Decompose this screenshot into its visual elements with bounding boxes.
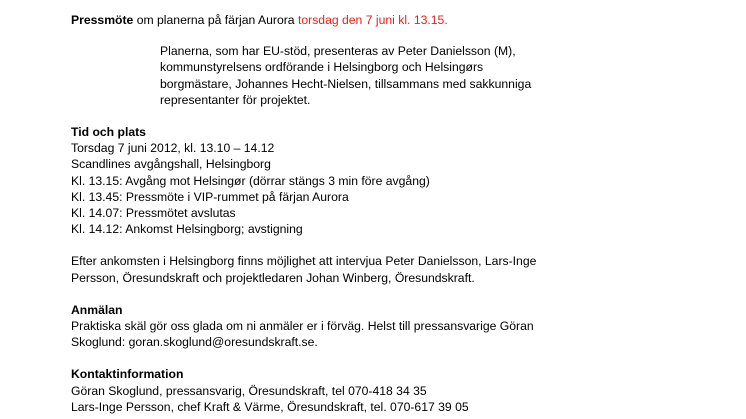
description-line: borgmästare, Johannes Hecht-Nielsen, tillsammans med sakkunniga bbox=[160, 76, 532, 91]
time-place-line: Kl. 13.45: Pressmöte i VIP-rummet på färjan Aurora bbox=[71, 189, 349, 204]
registration-heading: Anmälan bbox=[71, 302, 123, 317]
intro-bold-label: Pressmöte bbox=[71, 13, 134, 27]
time-place-section bbox=[71, 124, 711, 237]
intro-date-highlight: torsdag den 7 juni kl. 13.15. bbox=[297, 13, 448, 27]
description-block bbox=[160, 43, 711, 108]
time-place-line: Torsdag 7 juni 2012, kl. 13.10 – 14.12 bbox=[71, 141, 275, 156]
time-place-line: Kl. 14.07: Pressmötet avslutas bbox=[71, 206, 236, 221]
intro-text: om planerna på färjan Aurora bbox=[133, 13, 298, 27]
time-place-line: Kl. 14.12: Ankomst Helsingborg; avstigning bbox=[71, 222, 303, 237]
description-line: kommunstyrelsens ordförande i Helsingborg och Helsingørs bbox=[160, 60, 484, 75]
registration-line: Skoglund: goran.skoglund@oresundskraft.se. bbox=[71, 335, 318, 350]
time-place-heading: Tid och plats bbox=[71, 125, 146, 140]
time-place-line: Kl. 13.15: Avgång mot Helsingør (dörrar stängs 3 min före avgång) bbox=[71, 173, 430, 188]
after-line: Persson, Öresundskraft och projektledaren Johan Winberg, Öresundskraft. bbox=[71, 270, 475, 285]
after-line: Efter ankomsten i Helsingborg finns möjlighet att intervjua Peter Danielsson, Lars-Inge bbox=[71, 254, 537, 269]
document-page bbox=[71, 12, 711, 415]
after-section bbox=[71, 253, 711, 285]
contact-line: Lars-Inge Persson, chef Kraft & Värme, Öresundskraft, tel. 070-617 39 05 bbox=[71, 399, 469, 414]
contact-line: Göran Skoglund, pressansvarig, Öresundskraft, tel 070-418 34 35 bbox=[71, 383, 427, 398]
intro-line bbox=[71, 12, 711, 28]
registration-line: Praktiska skäl gör oss glada om ni anmäler er i förväg. Helst till pressansvarige Göran bbox=[71, 319, 534, 334]
registration-section bbox=[71, 302, 711, 351]
description-line: Planerna, som har EU-stöd, presenteras av Peter Danielsson (M), bbox=[160, 44, 516, 59]
contact-section bbox=[71, 366, 711, 415]
description-line: representanter för projektet. bbox=[160, 92, 311, 107]
contact-heading: Kontaktinformation bbox=[71, 367, 184, 382]
time-place-line: Scandlines avgångshall, Helsingborg bbox=[71, 157, 271, 172]
